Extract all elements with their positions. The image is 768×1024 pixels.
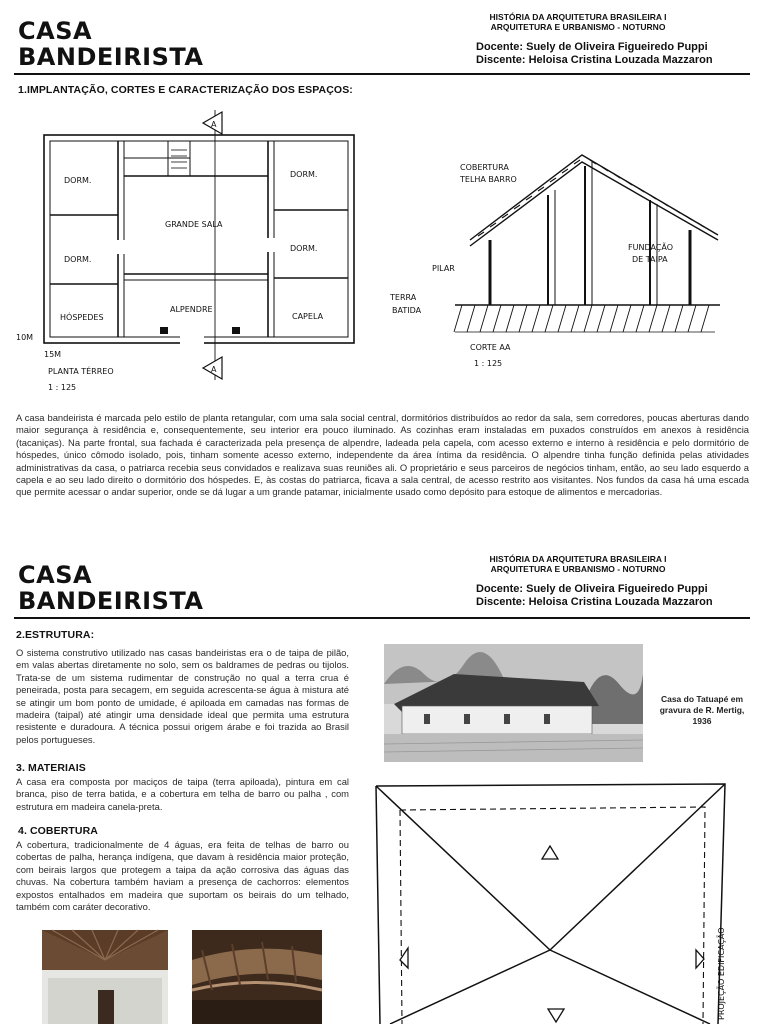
plan-scale: 1 : 125 — [48, 383, 77, 392]
label-taipa: DE TAIPA — [632, 255, 668, 264]
course-line-1: HISTÓRIA DA ARQUITETURA BRASILEIRA I — [489, 554, 667, 564]
estrutura-text: O sistema construtivo utilizado nas casas bandeiristas era o de taipa de pilão, em valas abertas diretamente no solo, sem os baldrames de pedras ou tijolos. Trata-se de um sistema rudimentar de construção no qual a terra crua é peneirada, posta para secagem, em seguida acrescenta-se água à mistura até se atingir um bom ponto de umidade, é apiloada em camadas nas formas de madeira (taipal) até atingir uma densidade ideal que permita uma estrutura resistente e duradoura. A técnica possui origem árabe e foi trazida ao Brasil pelos portugueses. — [16, 647, 349, 745]
interior-photo-2 — [192, 930, 322, 1024]
docente-label: Docente: Suely de Oliveira Figueiredo Puppi — [476, 583, 708, 595]
title-line-2: BANDEIRISTA — [18, 587, 204, 615]
label-dorm-1: DORM. — [64, 176, 92, 185]
roof-plan-label: PROJEÇÃO EDIFICAÇÃO — [717, 927, 726, 1020]
svg-text:A: A — [211, 120, 217, 129]
discente-label: Discente: Heloisa Cristina Louzada Mazzaron — [476, 54, 713, 66]
dim-10m: 10M — [16, 333, 34, 342]
course-line-2: ARQUITETURA E URBANISMO - NOTURNO — [490, 22, 666, 32]
title-line-1: CASA — [18, 17, 93, 45]
label-terra: TERRA — [390, 293, 417, 302]
label-capela: CAPELA — [292, 312, 324, 321]
label-dorm-2: DORM. — [64, 255, 92, 264]
title-line-1: CASA — [18, 561, 93, 589]
course-info-2 — [448, 554, 708, 574]
cut-title: CORTE AA — [470, 343, 511, 352]
discente-label: Discente: Heloisa Cristina Louzada Mazzaron — [476, 596, 713, 608]
engraving-caption: Casa do Tatuapé em gravura de R. Mertig, 1936 — [659, 694, 745, 726]
label-alpendre: ALPENDRE — [170, 305, 213, 314]
page-title-2 — [18, 562, 203, 614]
interior-photo-1 — [42, 930, 168, 1024]
materiais-text: A casa era composta por maciços de taipa (terra apiloada), pintura em cal branca, piso de terra batida, e a cobertura em telha de barro ou palha , com estrutura em madeira canela-preta. — [16, 776, 349, 812]
authors-2 — [476, 583, 713, 609]
title-line-2: BANDEIRISTA — [18, 43, 204, 71]
plan-title: PLANTA TÉRREO — [48, 367, 114, 376]
section-1-heading: 1.IMPLANTAÇÃO, CORTES E CARACTERIZAÇÃO DOS ESPAÇOS: — [18, 84, 353, 96]
docente-label: Docente: Suely de Oliveira Figueiredo Puppi — [476, 41, 708, 53]
header-divider-2 — [14, 617, 750, 619]
cobertura-text: A cobertura, tradicionalmente de 4 águas, era feita de telhas de barro ou cobertas de palha, herança indígena, que davam à residência maior proteção, com beirais largos que protegem a taipa da ação corrosiva das águas das chuvas. Na cobertura também haviam a presença de cachorros: elementos expostos entalhados em madeira que suportam os beirais do um telhado, também com caráter decorativo. — [16, 839, 349, 913]
course-line-1: HISTÓRIA DA ARQUITETURA BRASILEIRA I — [489, 12, 667, 22]
cut-scale: 1 : 125 — [474, 359, 503, 368]
course-line-2: ARQUITETURA E URBANISMO - NOTURNO — [490, 564, 666, 574]
label-cobertura: COBERTURA — [460, 163, 509, 172]
page-2 — [0, 540, 768, 1024]
label-telha-barro: TELHA BARRO — [460, 175, 517, 184]
label-grande-sala: GRANDE SALA — [165, 220, 223, 229]
floor-plan-drawing — [0, 0, 768, 400]
dim-15m: 15M — [44, 350, 62, 359]
label-dorm-4: DORM. — [290, 244, 318, 253]
cobertura-heading: 4. COBERTURA — [18, 825, 98, 837]
roof-plan-drawing — [370, 780, 750, 1024]
materiais-heading: 3. MATERIAIS — [16, 762, 86, 774]
label-batida: BATIDA — [392, 306, 422, 315]
label-fundacao: FUNDAÇÃO — [628, 243, 674, 252]
estrutura-heading: 2.ESTRUTURA: — [16, 629, 95, 641]
svg-text:A: A — [211, 365, 217, 374]
label-pilar: PILAR — [432, 264, 455, 273]
engraving-image — [384, 644, 643, 762]
label-dorm-3: DORM. — [290, 170, 318, 179]
label-hospedes: HÓSPEDES — [60, 313, 104, 322]
intro-paragraph: A casa bandeirista é marcada pelo estilo de planta retangular, com uma sala social central, dormitórios distribuídos ao redor da sala, sem corredores, poucas aberturas dando maior segurança à residência e, consequentemente, seu interior era pouco iluminado. As cozinhas eram instaladas em puxados construídos em anexos à residência (tacaniças). Na parte frontal, sua fachada é caracterizada pela presença de alpendre, ladeada pela capela, com acesso externo e interno à residência e pelo dormitório de hóspedes, único cômodo isolado, pois, tinham somente acesso externo, independente da área íntima da residência. O alpendre tinha função definida pelas atividades administrativas da casa, o patriarca recebia seus convidados e realizava suas reuniões ali. O proprietário e seus parceiros de negócios tinham, então, ao seu lado esquerdo a capela e ao seu lado direito o dormitório dos hóspedes. E, às costas do patriarca, ficava a sala central, de acesso restrito aos visitantes. Nos fundos da casa há uma escada que permite acessar o andar superior, onde se dá lugar a um grande patamar, inicialmente usado como depósito para estoque de alimentos e mercadorias. — [16, 412, 749, 498]
